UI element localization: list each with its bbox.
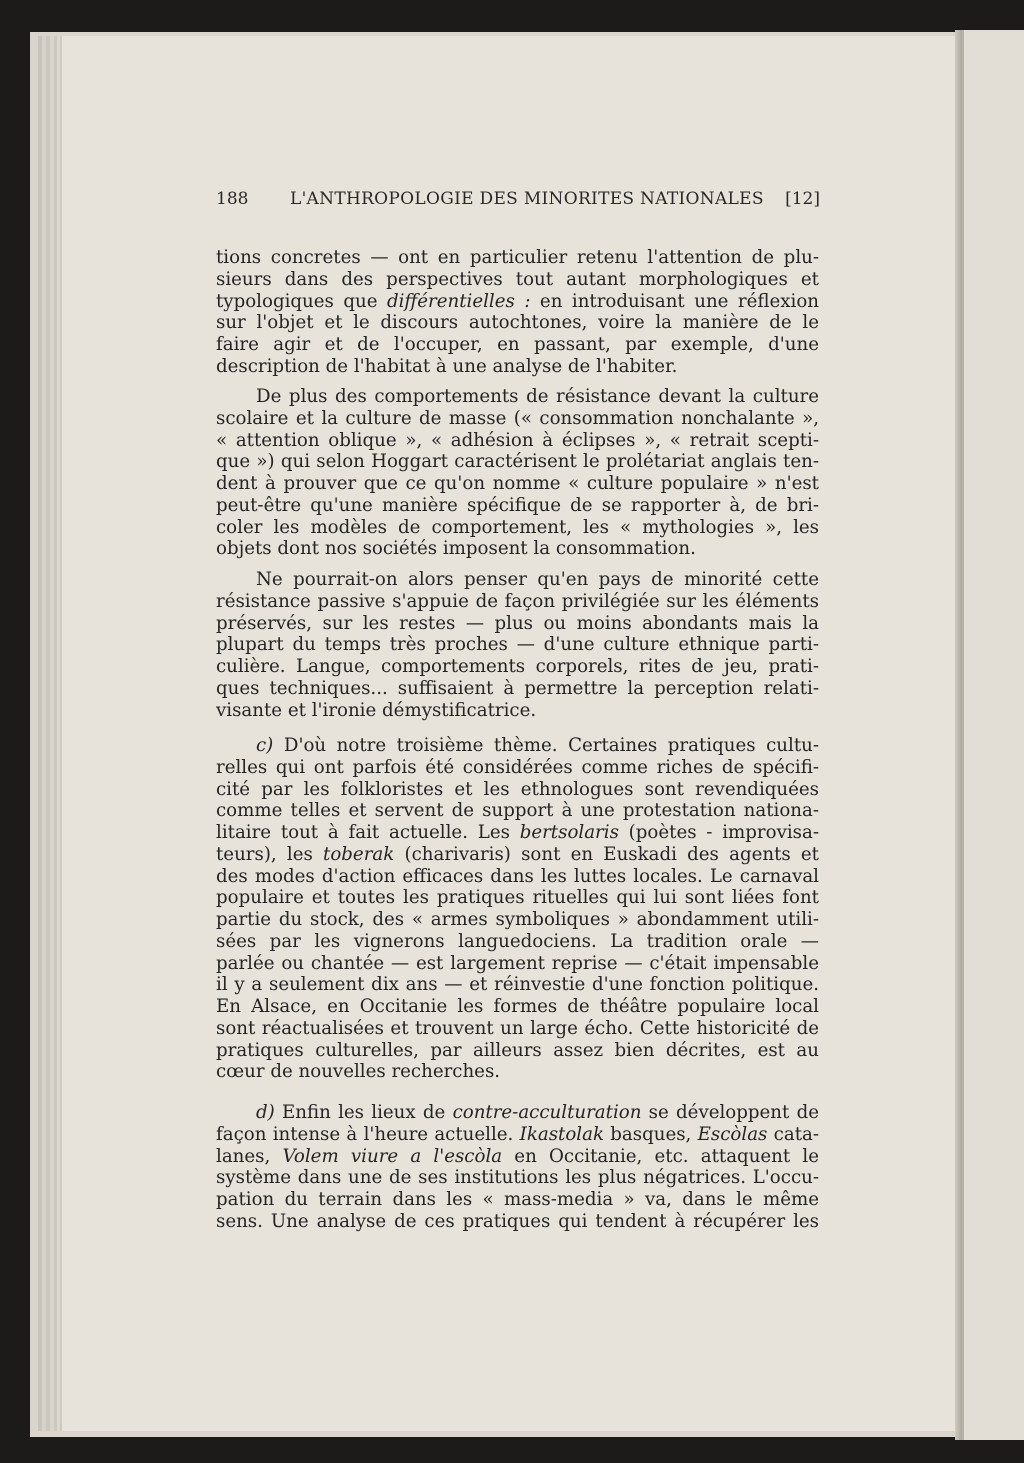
text-segment: teurs), les [216, 843, 324, 865]
text-segment: préservés, sur les restes — plus ou moins abondants mais la [216, 612, 819, 634]
text-segment: il y a seulement dix ans — et réinvestie d'une fonction politique. [216, 974, 819, 996]
text-line [216, 291, 819, 313]
text-segment: sieurs dans des perspectives tout autant morphologiques et [216, 268, 819, 290]
text-line [216, 312, 819, 334]
paragraph [216, 735, 819, 1083]
italic-text: Volem viure a l'escòla [282, 1145, 503, 1167]
text-segment: se développent de [641, 1102, 819, 1123]
text-segment: en introduisant une réflexion [530, 290, 819, 312]
text-segment: sens. Une analyse de ces pratiques qui tendent à récupérer les [216, 1210, 819, 1232]
text-segment: que ») qui selon Hoggart caractérisent le prolétariat anglais ten- [216, 451, 819, 473]
text-segment: typologiques que [216, 290, 387, 312]
text-line [216, 887, 819, 909]
text-segment: description de l'habitat à une analyse de l'habiter. [216, 355, 678, 377]
text-segment: litaire tout à fait actuelle. Les [216, 822, 520, 843]
text-line [216, 700, 819, 722]
text-segment: faire agir et de l'occuper, en passant, par exemple, d'une [216, 334, 819, 355]
italic-text: Escòlas [697, 1123, 768, 1145]
text-segment: culière. Langue, comportements corporels, rites de jeu, prati- [216, 656, 819, 677]
text-line [216, 996, 819, 1018]
text-line [216, 735, 819, 757]
section-number: [12] [785, 189, 820, 209]
text-line [216, 1189, 819, 1211]
text-segment: système dans une de ses institutions les plus négatrices. L'occu- [216, 1167, 819, 1189]
text-line [216, 1102, 819, 1124]
text-segment: basques, [603, 1123, 698, 1145]
text-segment: sont réactualisées et trouvent un large écho. Cette historicité de [216, 1017, 819, 1039]
text-line [216, 800, 819, 822]
text-segment: visante et l'ironie démystificatrice. [216, 699, 537, 721]
text-segment: relles qui ont parfois été considérées comme riches de spécifi- [216, 756, 819, 778]
italic-text: différentielles : [386, 290, 531, 312]
text-line [216, 1124, 819, 1146]
text-segment: « attention oblique », « adhésion à éclipses », « retrait scepti- [216, 429, 819, 451]
text-line [216, 974, 819, 996]
text-line [216, 334, 819, 356]
text-segment: plupart du temps très proches — d'une culture ethnique parti- [216, 634, 819, 656]
text-segment: partie du stock, des « armes symboliques » abondamment utili- [216, 909, 819, 930]
text-line [216, 678, 819, 700]
italic-text: Ikastolak [519, 1123, 604, 1145]
text-segment: scolaire et la culture de masse (« consommation nonchalante », [216, 407, 819, 429]
text-segment: populaire et toutes les pratiques rituelles qui lui sont liées font [216, 887, 819, 909]
text-line [216, 931, 819, 953]
text-segment: (charivaris) sont en Euskadi des agents et [394, 843, 819, 865]
text-line [216, 408, 819, 430]
text-segment: peut-être qu'une manière spécifique de se rapporter à, de bri- [216, 494, 819, 516]
text-line [216, 591, 819, 613]
text-line [216, 822, 819, 844]
text-segment: (poètes - improvisa- [618, 822, 819, 843]
text-segment: des modes d'action efficaces dans les luttes locales. Le carnaval [216, 865, 819, 887]
text-segment: pratiques culturelles, par ailleurs assez bien décrites, est au [216, 1039, 819, 1061]
text-segment: résistance passive s'appuie de façon privilégiée sur les éléments [216, 590, 819, 612]
text-line [216, 1146, 819, 1168]
text-line [216, 495, 819, 517]
italic-text: d) [256, 1102, 275, 1123]
text-segment: cité par les folkloristes et les ethnologues sont revendiquées [216, 778, 819, 800]
page-number: 188 [216, 189, 249, 209]
text-segment: cœur de nouvelles recherches. [216, 1061, 501, 1083]
text-line [216, 430, 819, 452]
text-segment: sées par les vignerons languedociens. La tradition orale — [216, 930, 819, 952]
text-line [216, 613, 819, 635]
italic-text: toberak [323, 843, 395, 865]
text-line [216, 1061, 819, 1083]
text-segment: sur l'objet et le discours autochtones, voire la manière de le [216, 312, 819, 334]
text-segment: dent à prouver que ce qu'on nomme « culture populaire » n'est [216, 473, 819, 494]
text-segment: lanes, [216, 1145, 283, 1167]
text-line [216, 569, 819, 591]
text-line [216, 269, 819, 291]
text-line [216, 517, 819, 539]
text-segment: ques techniques... suffisaient à permettre la perception relati- [216, 677, 819, 699]
text-line [216, 386, 819, 408]
text-segment: D'où notre troisième thème. Certaines pratiques cultu- [273, 735, 819, 756]
text-segment: Ne pourrait-on alors penser qu'en pays de minorité cette [256, 569, 819, 590]
text-line [216, 757, 819, 779]
text-line [216, 451, 819, 473]
running-header [216, 189, 820, 213]
text-line [216, 1167, 819, 1189]
text-line [216, 473, 819, 495]
text-segment: façon intense à l'heure actuelle. [216, 1123, 520, 1145]
paragraph [216, 386, 819, 560]
text-segment: En Alsace, en Occitanie les formes de théâtre populaire local [216, 996, 819, 1017]
paragraph [216, 1102, 819, 1233]
text-segment: objets dont nos sociétés imposent la consommation. [216, 538, 696, 560]
text-line [216, 1018, 819, 1040]
text-line [216, 247, 819, 269]
text-line [216, 909, 819, 931]
facing-page-edge [962, 30, 1024, 1440]
text-line [216, 538, 819, 560]
paragraph [216, 569, 819, 721]
text-segment: De plus des comportements de résistance devant la culture [256, 386, 819, 407]
text-segment: coler les modèles de comportement, les « mythologies », les [216, 516, 819, 538]
text-line [216, 1040, 819, 1062]
italic-text: contre-acculturation [452, 1102, 642, 1123]
text-line [216, 1211, 819, 1233]
text-line [216, 953, 819, 975]
text-segment: Enfin les lieux de [274, 1102, 453, 1123]
text-line [216, 866, 819, 888]
text-line [216, 779, 819, 801]
italic-text: c) [256, 735, 274, 756]
text-segment: parlée ou chantée — est largement reprise — c'était impensable [216, 952, 819, 974]
text-line [216, 656, 819, 678]
paragraph [216, 247, 819, 378]
text-line [216, 356, 819, 378]
running-title: L'ANTHROPOLOGIE DES MINORITES NATIONALES [290, 189, 764, 209]
text-segment: pation du terrain dans les « mass-media » va, dans le même [216, 1189, 819, 1210]
text-line [216, 634, 819, 656]
text-segment: cata- [767, 1123, 819, 1145]
text-segment: tions concretes — ont en particulier retenu l'attention de plu- [216, 247, 819, 268]
text-segment: en Occitanie, etc. attaquent le [502, 1145, 819, 1167]
text-segment: comme telles et servent de support à une protestation nationa- [216, 800, 819, 822]
italic-text: bertsolaris [519, 822, 619, 843]
text-line [216, 844, 819, 866]
